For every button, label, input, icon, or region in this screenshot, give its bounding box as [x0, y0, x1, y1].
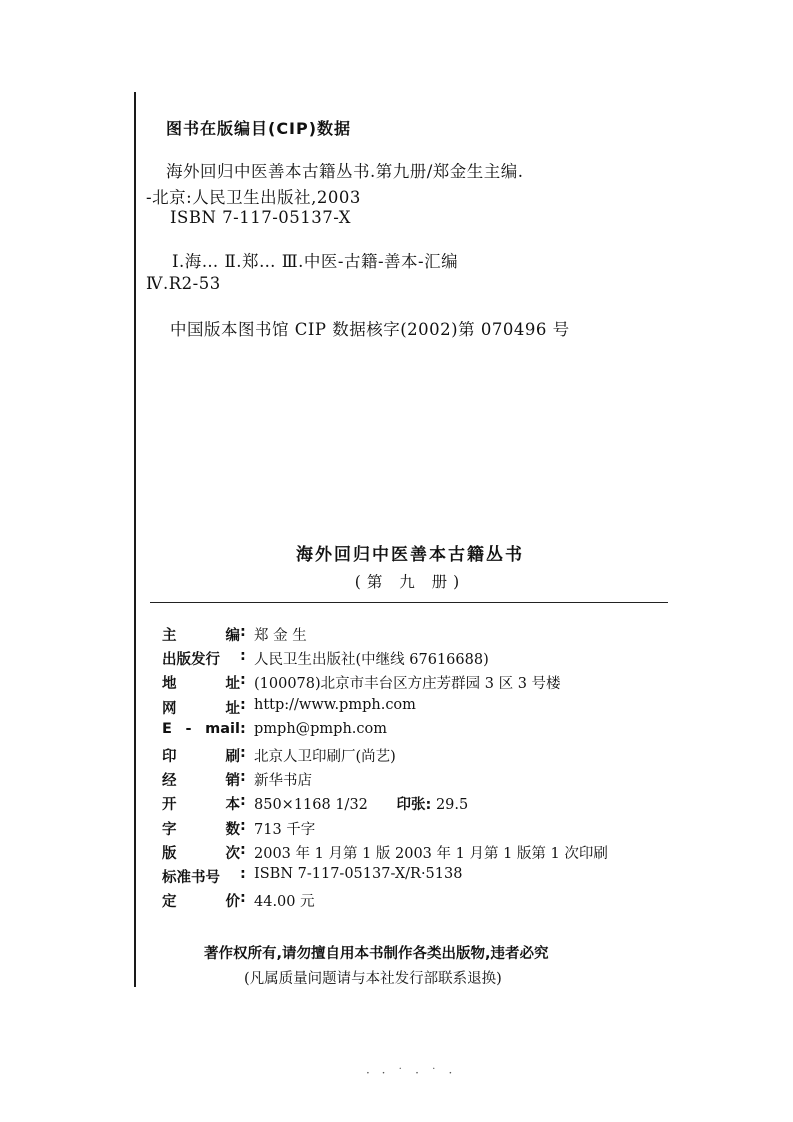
publication-details: [162, 624, 682, 914]
cip-line-subjects: Ⅰ.海… Ⅱ.郑… Ⅲ.中医-古籍-善本-汇编: [172, 252, 459, 271]
pub-row-publisher: 出版发行 : 人民卫生出版社(中继线 67616688): [162, 648, 489, 669]
pub-row-words: 字 数 : 713 千字: [162, 817, 316, 838]
email-link[interactable]: pmph@pmph.com: [254, 720, 388, 737]
pub-row-edition: 版 次 : 2003 年 1 月第 1 版 2003 年 1 月第 1 版第 1 次印刷: [162, 841, 608, 862]
copyright-statement: 著作权所有,请勿擅自用本书制作各类出版物,违者必究: [204, 946, 549, 962]
format-size: 850×1168 1/32: [254, 797, 368, 814]
return-policy-note: (凡属质量问题请与本社发行部联系退换): [244, 971, 502, 987]
book-volume: (第 九 册): [354, 573, 466, 591]
pub-value: 713 千字: [254, 821, 316, 838]
pub-row-email: E - mail : pmph@pmph.com: [162, 720, 388, 737]
pub-label: 标准书号: [162, 869, 220, 886]
cip-line-record-number: 中国版本图书馆 CIP 数据核字(2002)第 070496 号: [170, 320, 570, 339]
pub-row-address: 地 址 : (100078)北京市丰台区方庄芳群园 3 区 3 号楼: [162, 672, 561, 693]
pub-label: 定 价: [162, 894, 240, 911]
pub-label: 开 本: [162, 797, 240, 814]
pub-value: 郑 金 生: [254, 628, 307, 644]
website-link[interactable]: http://www.pmph.com: [254, 696, 416, 713]
pub-value: 人民卫生出版社(中继线 67616688): [254, 652, 489, 669]
book-title: 海外回归中医善本古籍丛书: [296, 545, 524, 565]
pub-value: (100078)北京市丰台区方庄芳群园 3 区 3 号楼: [254, 676, 561, 693]
pub-label: 出版发行: [162, 652, 220, 669]
pub-label: 字 数: [162, 821, 240, 838]
cip-title: 图书在版编目(CIP)数据: [166, 119, 352, 138]
pub-row-website: 网 址 : http://www.pmph.com: [162, 696, 416, 717]
pub-value: ISBN 7-117-05137-X/R·5138: [254, 865, 463, 882]
sheets-value: 29.5: [435, 797, 469, 814]
pub-value: 新华书店: [254, 773, 312, 790]
pub-label: 印 刷: [162, 748, 240, 765]
divider-rule: [150, 602, 668, 603]
scan-artifact: · · ˙ · ˙ ·: [366, 1066, 457, 1080]
cip-line-publisher: -北京:人民卫生出版社,2003: [146, 188, 361, 207]
pub-label: 地 址: [162, 676, 240, 693]
cip-line-classification: Ⅳ.R2-53: [146, 274, 221, 293]
pub-value: 2003 年 1 月第 1 版 2003 年 1 月第 1 版第 1 次印刷: [254, 845, 608, 862]
pub-row-price: 定 价 : 44.00 元: [162, 890, 315, 911]
pub-row-format: 开 本 : 850×1168 1/32 印张: 29.5: [162, 793, 469, 814]
pub-row-distributor: 经 销 : 新华书店: [162, 769, 312, 790]
pub-value: [254, 793, 468, 814]
pub-value: 北京人卫印刷厂(尚艺): [254, 748, 396, 765]
pub-label: 经 销: [162, 773, 240, 790]
cip-line-series: 海外回归中医善本古籍丛书.第九册/郑金生主编.: [166, 162, 524, 181]
pub-label: 网 址: [162, 700, 240, 717]
sheets-label: 印张:: [396, 797, 432, 814]
pub-value: 44.00 元: [254, 894, 315, 911]
cip-line-isbn: ISBN 7-117-05137-X: [170, 208, 351, 227]
pub-row-printer: 印 刷 : 北京人卫印刷厂(尚艺): [162, 744, 396, 765]
pub-row-editor: 主 编 : 郑 金 生: [162, 624, 307, 644]
pub-row-isbn: 标准书号 : ISBN 7-117-05137-X/R·5138: [162, 865, 463, 886]
pub-label: E - mail: [162, 720, 240, 737]
pub-label: 主 编: [162, 628, 240, 644]
pub-label: 版 次: [162, 845, 240, 862]
